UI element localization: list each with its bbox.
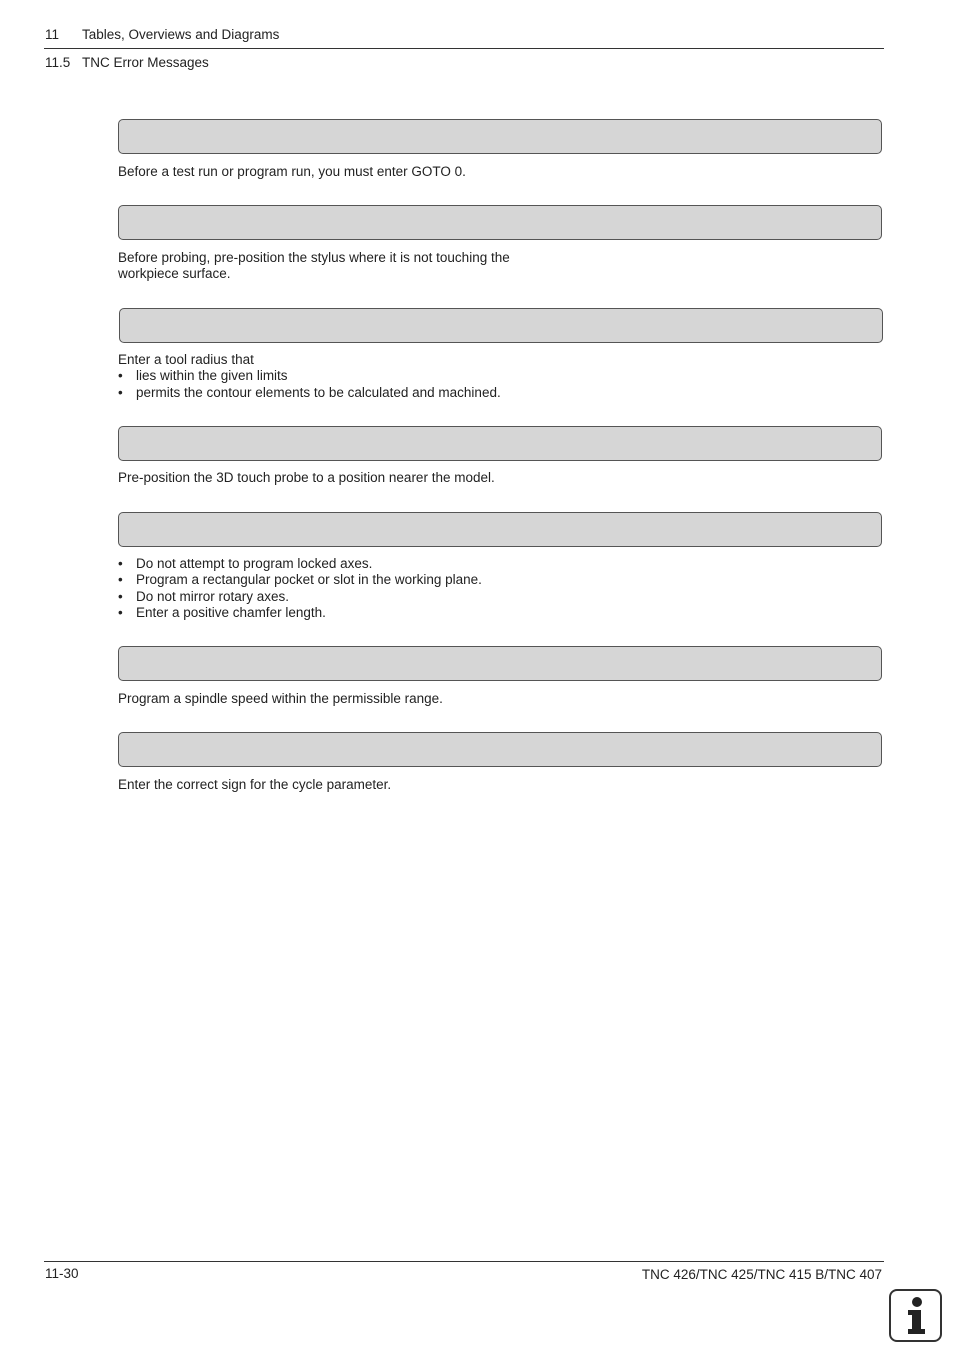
list-item: • Do not mirror rotary axes.: [118, 589, 482, 605]
error-message-box: [118, 732, 882, 767]
list-item: • Enter a positive chamfer length.: [118, 605, 482, 621]
section-heading: [45, 55, 209, 70]
chapter-heading: [45, 27, 279, 42]
remedy-text: Before a test run or program run, you must enter GOTO 0.: [118, 164, 466, 179]
footer-divider: [44, 1261, 884, 1262]
remedy-text: Before probing, pre-position the stylus where it is not touching the: [118, 250, 510, 265]
list-item: • Program a rectangular pocket or slot in the working plane.: [118, 572, 482, 588]
error-message-box: [118, 426, 882, 461]
remedy-text: Program a spindle speed within the permissible range.: [118, 691, 443, 706]
remedy-text: Pre-position the 3D touch probe to a position nearer the model.: [118, 470, 495, 485]
error-message-box: [118, 205, 882, 240]
remedy-list: [118, 368, 501, 401]
chapter-number: 11: [45, 27, 60, 42]
remedy-text: Enter a tool radius that: [118, 352, 254, 367]
remedy-text: Enter the correct sign for the cycle parameter.: [118, 777, 392, 792]
error-message-remedy: [118, 250, 510, 283]
list-item: • lies within the given limits: [118, 368, 501, 384]
header-divider: [44, 48, 884, 49]
remedy-text: workpiece surface.: [118, 266, 231, 282]
info-icon: [889, 1289, 942, 1342]
error-message-remedy: [118, 777, 391, 793]
error-message-remedy: [118, 352, 501, 401]
error-message-remedy: [118, 470, 495, 486]
section-number: 11.5: [45, 55, 71, 70]
error-message-box: [118, 119, 882, 154]
error-message-remedy: [118, 691, 443, 707]
page-number: 11-30: [45, 1266, 79, 1281]
error-message-box: [118, 512, 882, 547]
error-message-remedy: [118, 556, 482, 621]
error-message-box: [118, 646, 882, 681]
error-message-box: [119, 308, 883, 343]
product-title: TNC 426/TNC 425/TNC 415 B/TNC 407: [641, 1267, 882, 1282]
list-item: • permits the contour elements to be calculated and machined.: [118, 385, 501, 401]
remedy-list: [118, 556, 482, 621]
section-title: TNC Error Messages: [82, 55, 209, 70]
chapter-title: Tables, Overviews and Diagrams: [82, 27, 280, 42]
error-message-remedy: [118, 164, 466, 180]
list-item: • Do not attempt to program locked axes.: [118, 556, 482, 572]
